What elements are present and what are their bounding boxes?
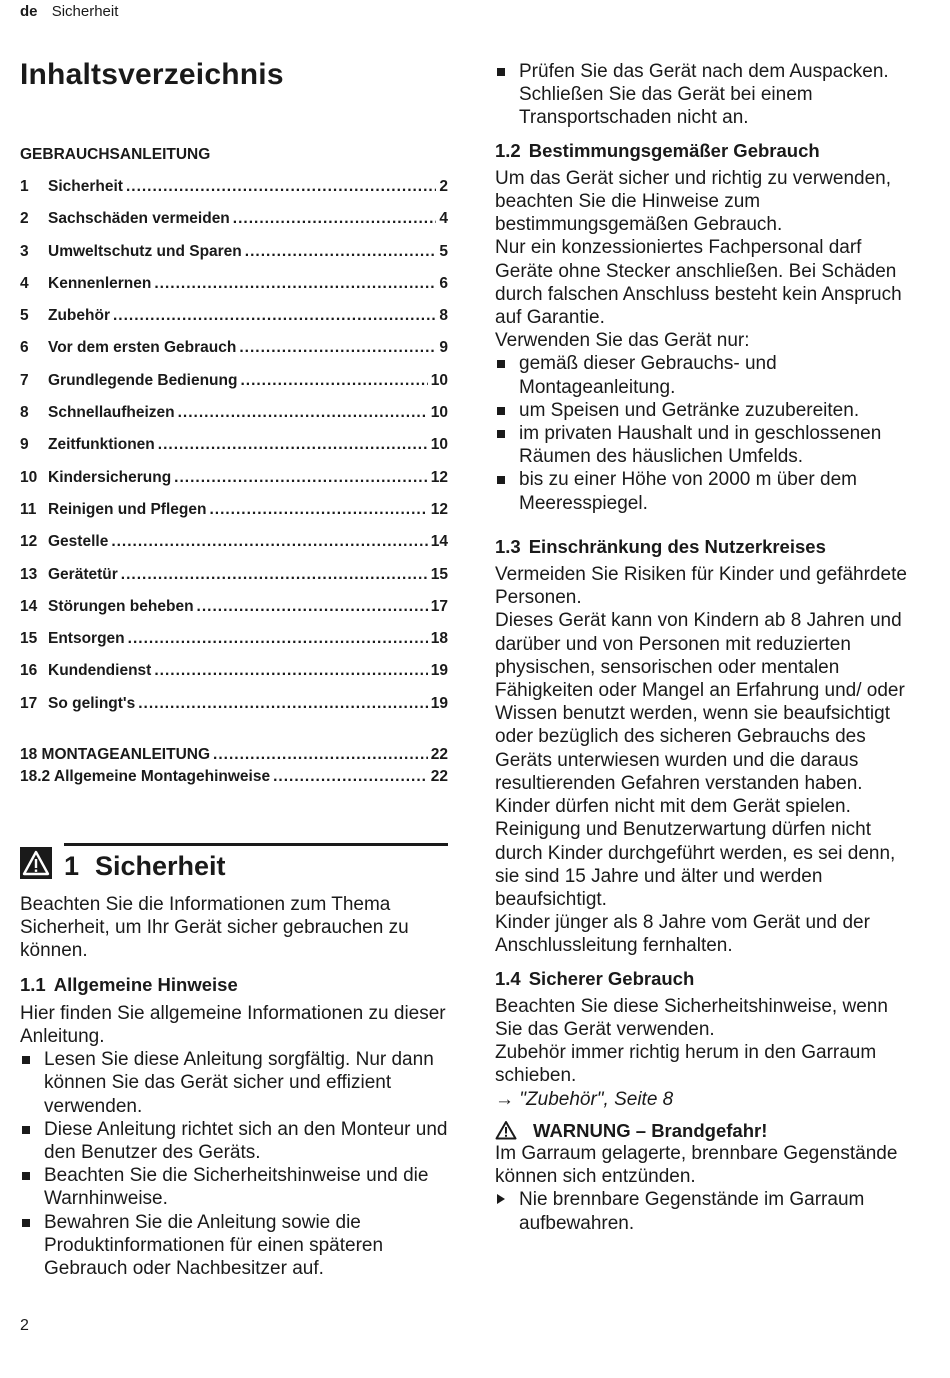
section-title: Einschränkung des Nutzerkreises [528, 535, 826, 557]
toc-entry[interactable] [20, 662, 448, 694]
toc-leader [121, 566, 428, 584]
chapter-number: 1 [64, 851, 80, 881]
toc-page: 14 [430, 533, 448, 551]
toc-label: Zubehör [48, 307, 110, 325]
list-item: im privaten Haushalt und in geschlossenen Räumen des häuslichen Umfelds. [495, 422, 920, 468]
chapter-rule [64, 843, 448, 846]
warning-title: WARNUNG – Brandgefahr! [533, 1119, 768, 1141]
toc-page: 22 [430, 746, 448, 763]
toc-leader [113, 307, 436, 325]
chapter-title: Sicherheit [95, 851, 226, 881]
toc-leader [197, 598, 428, 616]
section-intro: Hier finden Sie allgemeine Informationen zu dieser Anleitung. [20, 1002, 446, 1048]
toc-label: Gestelle [48, 533, 109, 551]
toc-label: Schnellaufheizen [48, 404, 175, 422]
toc-leader [239, 339, 436, 357]
right-flow [495, 60, 920, 1235]
toc-page: 19 [430, 694, 448, 712]
bullet-list [20, 1048, 448, 1280]
toc-label: So gelingt's [48, 694, 136, 712]
toc-entry[interactable] [20, 436, 448, 468]
toc-leader [240, 372, 427, 390]
section-title: Bestimmungsgemäßer Gebrauch [528, 139, 820, 161]
toc-leader [128, 630, 428, 648]
warning-triangle-icon [20, 847, 52, 879]
toc-num: 4 [20, 274, 29, 292]
toc-entry[interactable] [20, 630, 448, 662]
chapter-intro-block [20, 893, 448, 1280]
action-step [495, 1188, 920, 1234]
toc-leader [111, 533, 427, 551]
toc-num: 17 [20, 694, 38, 712]
toc-montage [20, 746, 448, 790]
toc-page: 12 [430, 500, 448, 518]
toc-leader [138, 695, 428, 713]
toc-page: 4 [439, 210, 448, 228]
section-heading-1-2 [495, 139, 920, 162]
chapter-intro: Beachten Sie die Informationen zum Thema Sicherheit, um Ihr Gerät sicher gebrauchen zu können. [20, 894, 409, 962]
toc-num: 9 [20, 436, 29, 454]
cross-reference-link[interactable] [495, 1088, 920, 1111]
list-item: Bewahren Sie die Anleitung sowie die Produktinformationen für einen späteren Gebrauch oder Nachbesitzer auf. [20, 1211, 448, 1281]
toc-num: 7 [20, 371, 29, 389]
toc-label: Sicherheit [48, 178, 123, 195]
cross-reference-text: "Zubehör", Seite 8 [519, 1088, 674, 1110]
toc-leader [154, 275, 436, 293]
toc-label: Sachschäden vermeiden [48, 210, 230, 228]
toc-leader [273, 768, 428, 786]
list-item: bis zu einer Höhe von 2000 m über dem Meeresspiegel. [495, 468, 920, 514]
paragraph: Reinigung und Benutzerwartung dürfen nicht durch Kinder durchgeführt werden, es sei denn, sie sind 15 Jahre und älter und werden beaufsichtigt. [495, 819, 896, 910]
toc-leader [233, 210, 437, 228]
paragraph: Nur ein konzessioniertes Fachpersonal darf Geräte ohne Stecker anschließen. Bei Schäden durch falschen Anschluss besteht kein Anspruch auf Garantie. [495, 237, 902, 329]
toc-entry[interactable] [20, 275, 448, 307]
toc-page: 10 [430, 371, 448, 389]
paragraph: Beachten Sie diese Sicherheitshinweise, wenn Sie das Gerät verwenden. [495, 995, 888, 1040]
list-item: um Speisen und Getränke zuzubereiten. [495, 399, 920, 422]
toc-page: 10 [430, 436, 448, 454]
toc-num: 3 [20, 242, 29, 260]
toc-entry[interactable] [20, 501, 448, 533]
toc-label: Gerätetür [48, 565, 118, 583]
toc-entry[interactable] [20, 372, 448, 404]
toc-num: 8 [20, 404, 29, 422]
toc-label: Grundlegende Bedienung [48, 371, 238, 389]
section-title: Allgemeine Hinweise [53, 973, 238, 995]
toc-label: Kundendienst [48, 662, 152, 680]
toc-leader [213, 746, 428, 764]
paragraph: Verwenden Sie das Gerät nur: [495, 330, 750, 352]
page-header [20, 3, 118, 20]
toc-page: 9 [439, 339, 448, 357]
toc-num: 10 [20, 468, 38, 486]
section-number: 1.2 [495, 139, 521, 161]
toc-num: 2 [20, 210, 29, 228]
toc-section-label: GEBRAUCHSANLEITUNG [20, 146, 211, 163]
toc-entry[interactable] [20, 178, 448, 210]
warning-heading [495, 1119, 920, 1142]
toc-label: Kindersicherung [48, 468, 172, 486]
bullet-list [495, 352, 920, 514]
list-item: Prüfen Sie das Gerät nach dem Auspacken. Schließen Sie das Gerät bei einem Transportschaden nicht an. [495, 60, 920, 130]
toc-entry[interactable] [20, 768, 448, 790]
toc-entry[interactable] [20, 469, 448, 501]
warning-triangle-icon [495, 1120, 517, 1140]
language-code: de [20, 3, 38, 20]
bullet-list [495, 60, 920, 130]
action-text: Nie brennbare Gegenstände im Garraum aufbewahren. [519, 1189, 865, 1234]
toc-entry[interactable] [20, 339, 448, 371]
toc-page: 8 [439, 307, 448, 325]
warning-text: Im Garraum gelagerte, brennbare Gegenstände können sich entzünden. [495, 1142, 898, 1188]
toc-leader [154, 662, 427, 680]
toc-entry[interactable] [20, 533, 448, 565]
toc-leader [158, 436, 428, 454]
toc-page: 6 [439, 274, 448, 292]
list-item: Lesen Sie diese Anleitung sorgfältig. Nur dann können Sie das Gerät sicher und effizient verwenden. [20, 1048, 448, 1118]
toc-list [20, 178, 448, 727]
toc-entry[interactable] [20, 210, 448, 242]
header-section: Sicherheit [51, 3, 119, 20]
toc-label: Vor dem ersten Gebrauch [48, 339, 237, 357]
toc-page: 15 [430, 565, 448, 583]
toc-num: 6 [20, 339, 29, 357]
paragraph: Kinder dürfen nicht mit dem Gerät spielen. [495, 796, 851, 818]
paragraph: Zubehör immer richtig herum in den Garraum schieben. [495, 1042, 877, 1087]
toc-entry[interactable] [20, 598, 448, 630]
toc-entry[interactable] [20, 566, 448, 598]
toc-entry[interactable] [20, 307, 448, 339]
paragraph: Um das Gerät sicher und richtig zu verwenden, beachten Sie die Hinweise zum bestimmungsgemäßen Gebrauch. [495, 167, 892, 236]
toc-num: 16 [20, 662, 38, 680]
toc-leader [209, 501, 427, 519]
toc-page: 10 [430, 404, 448, 422]
toc-num: 1 [20, 178, 29, 195]
arrow-right-icon: → [495, 1088, 514, 1110]
section-number: 1.4 [495, 967, 521, 989]
toc-page: 5 [439, 242, 448, 260]
toc-label: Störungen beheben [48, 597, 194, 615]
toc-entry[interactable] [20, 746, 448, 768]
toc-num: 5 [20, 307, 29, 325]
toc-page: 12 [430, 468, 448, 486]
toc-title: Inhaltsverzeichnis [20, 58, 284, 91]
toc-page: 22 [430, 768, 448, 785]
toc-entry[interactable] [20, 243, 448, 275]
section-number: 1.1 [20, 973, 46, 995]
section-heading-1-3 [495, 535, 920, 558]
toc-page: 19 [430, 662, 448, 680]
list-item: Diese Anleitung richtet sich an den Monteur und den Benutzer des Geräts. [20, 1118, 448, 1164]
toc-label: Zeitfunktionen [48, 436, 155, 454]
paragraph: Dieses Gerät kann von Kindern ab 8 Jahren und darüber und von Personen mit reduzierten physischen, sensorischen oder mentalen Fähigkeiten oder Mangel an Erfahrung und/ oder Wissen benutzt werden, wenn sie beaufsichtigt oder bezüglich des sicheren Gebrauchs des Geräts unterwiesen wurden und die daraus resultierenden Gefahren verstanden haben. [495, 610, 905, 794]
toc-page: 18 [430, 630, 448, 648]
toc-label: 18.2 Allgemeine Montagehinweise [20, 768, 271, 785]
toc-entry[interactable] [20, 404, 448, 436]
toc-page: 17 [430, 597, 448, 615]
toc-num: 15 [20, 630, 38, 648]
paragraph: Vermeiden Sie Risiken für Kinder und gefährdete Personen. [495, 564, 907, 609]
list-item: Beachten Sie die Sicherheitshinweise und die Warnhinweise. [20, 1164, 448, 1210]
section-title: Sicherer Gebrauch [528, 967, 695, 989]
play-triangle-icon [497, 1194, 505, 1204]
toc-num: 14 [20, 597, 38, 615]
toc-label: Umweltschutz und Sparen [48, 242, 242, 260]
toc-label: Reinigen und Pflegen [48, 500, 207, 518]
toc-label: 18 MONTAGEANLEITUNG [20, 746, 211, 763]
toc-num: 12 [20, 533, 38, 551]
toc-leader [245, 243, 437, 261]
section-heading-1-1 [20, 973, 448, 996]
toc-leader [178, 404, 428, 422]
page-number: 2 [20, 1317, 29, 1334]
section-heading-1-4 [495, 967, 920, 990]
toc-label: Entsorgen [48, 630, 125, 648]
toc-leader [126, 178, 436, 196]
toc-leader [174, 469, 428, 487]
list-item: gemäß dieser Gebrauchs- und Montageanleitung. [495, 352, 920, 398]
toc-page: 2 [439, 178, 448, 195]
toc-num: 13 [20, 565, 38, 583]
paragraph: Kinder jünger als 8 Jahre vom Gerät und der Anschlussleitung fernhalten. [495, 912, 870, 957]
section-number: 1.3 [495, 535, 521, 557]
toc-label: Kennenlernen [48, 274, 152, 292]
toc-entry[interactable] [20, 695, 448, 727]
toc-num: 11 [20, 500, 37, 518]
